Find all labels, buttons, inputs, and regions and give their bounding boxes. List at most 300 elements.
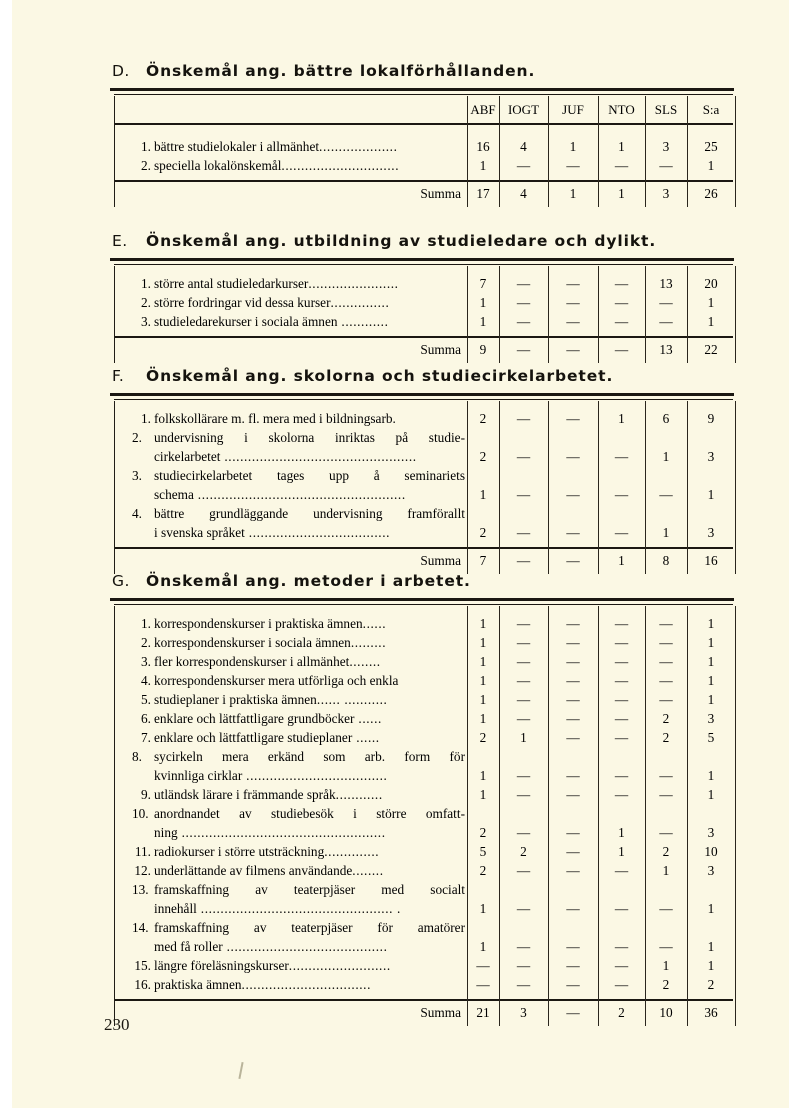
cell-nto: — xyxy=(614,787,629,802)
section-letter: G. xyxy=(112,572,130,590)
cell-abf: 2 xyxy=(479,411,487,426)
column-separator xyxy=(735,606,736,1026)
cell-iogt: — xyxy=(516,711,531,726)
table-d xyxy=(102,88,742,207)
cell-sls: — xyxy=(659,692,673,707)
cell-abf: — xyxy=(476,977,490,992)
cell-juf: — xyxy=(566,276,580,291)
leader-dots: .............................. xyxy=(281,158,400,173)
cell-nto: 1 xyxy=(618,825,625,840)
summa-cell-abf: 21 xyxy=(476,1005,490,1020)
leader-dots: .................... xyxy=(319,139,398,154)
summa-cell-sa: 22 xyxy=(704,342,718,357)
page-number: 230 xyxy=(104,1015,130,1034)
leader-dots: ................................................. . xyxy=(196,901,401,916)
cell-juf: — xyxy=(566,654,580,669)
cell-sa: 9 xyxy=(707,411,715,426)
cell-juf: — xyxy=(566,158,580,173)
row-label-text-cont: kvinnliga cirklar xyxy=(154,768,243,783)
cell-juf: — xyxy=(566,863,580,878)
section-title: Önskemål ang. bättre lokalförhållanden. xyxy=(146,62,536,80)
cell-sls: — xyxy=(659,673,673,688)
cell-abf: 2 xyxy=(479,730,487,745)
leader-dots: ...... xyxy=(362,616,387,631)
cell-nto: — xyxy=(614,158,629,173)
cell-iogt: — xyxy=(516,616,531,631)
leader-dots: ......... xyxy=(350,635,387,650)
cell-juf: — xyxy=(566,295,580,310)
column-separator xyxy=(645,401,646,574)
cell-nto: — xyxy=(614,958,629,973)
summa-cell-juf: 1 xyxy=(569,186,577,201)
leader-dots: .............. xyxy=(324,844,380,859)
cell-sls: 1 xyxy=(662,525,670,540)
leader-dots: .................................................... xyxy=(177,825,386,840)
cell-sa: 3 xyxy=(707,711,715,726)
cell-nto: — xyxy=(614,487,629,502)
row-label xyxy=(114,785,470,804)
cell-juf: — xyxy=(566,844,580,859)
row-label xyxy=(114,804,470,842)
column-separator xyxy=(645,96,646,207)
summa-cell-sa: 36 xyxy=(704,1005,718,1020)
summa-cell-nto: 2 xyxy=(618,1005,625,1020)
column-header-sa: S:a xyxy=(702,102,720,117)
row-label xyxy=(114,156,470,175)
table-top-border xyxy=(110,88,734,91)
column-separator xyxy=(467,606,468,1026)
cell-sa: 3 xyxy=(707,863,715,878)
table-top-border xyxy=(110,258,734,261)
row-label xyxy=(114,956,470,975)
cell-juf: — xyxy=(566,411,580,426)
row-label-text: bättre grundläggande undervisning framförallt xyxy=(154,506,465,521)
row-label xyxy=(114,861,470,880)
cell-sls: — xyxy=(659,635,673,650)
leader-dots: ......................................... xyxy=(222,939,388,954)
row-label-text: anordnandet av studiebesök i större omfatt- xyxy=(154,806,465,821)
section-letter: F. xyxy=(112,367,125,385)
row-label-text: framskaffning av teaterpjäser med socialt xyxy=(154,882,465,897)
column-header-juf: JUF xyxy=(562,102,584,117)
cell-juf: — xyxy=(566,314,580,329)
summa-cell-iogt: — xyxy=(516,342,531,357)
table-top-border-inner xyxy=(114,399,733,400)
row-label-text: enklare och lättfattligare studieplaner xyxy=(154,730,353,745)
cell-juf: 1 xyxy=(569,139,577,154)
header-separator-rule xyxy=(114,123,733,125)
cell-sa: 10 xyxy=(704,844,718,859)
leader-dots: ...... xyxy=(352,730,380,745)
cell-sa: 5 xyxy=(707,730,715,745)
row-label-text-cont: i svenska språket xyxy=(154,525,245,540)
row-label xyxy=(114,652,470,671)
row-index: 16. xyxy=(134,977,151,992)
row-label-text: utländsk lärare i främmande språk xyxy=(154,787,336,802)
cell-sa: 1 xyxy=(707,314,715,329)
cell-abf: 1 xyxy=(479,487,487,502)
summa-cell-sa: 26 xyxy=(704,186,718,201)
cell-abf: 1 xyxy=(479,654,487,669)
table-f xyxy=(102,393,742,574)
summa-label: Summa xyxy=(420,342,461,357)
cell-sa: 1 xyxy=(707,787,715,802)
summa-cell-nto: 1 xyxy=(618,553,625,568)
row-label xyxy=(114,409,470,428)
cell-nto: — xyxy=(614,939,629,954)
cell-abf: 1 xyxy=(479,314,487,329)
cell-sls: 1 xyxy=(662,449,670,464)
cell-iogt: — xyxy=(516,276,531,291)
row-index: 1. xyxy=(141,276,151,291)
cell-abf: 1 xyxy=(479,787,487,802)
summa-cell-nto: 1 xyxy=(618,186,625,201)
section-letter: D. xyxy=(112,62,130,80)
cell-nto: — xyxy=(614,314,629,329)
cell-iogt: — xyxy=(516,158,531,173)
cell-sa: 1 xyxy=(707,654,715,669)
cell-nto: — xyxy=(614,276,629,291)
cell-abf: 1 xyxy=(479,939,487,954)
row-index: 9. xyxy=(141,787,151,802)
column-header-abf: ABF xyxy=(470,102,496,117)
leader-dots: ............... xyxy=(330,295,390,310)
row-label-text: korrespondenskurser i praktiska ämnen xyxy=(154,616,363,631)
table-e xyxy=(102,258,742,363)
cell-nto: — xyxy=(614,692,629,707)
cell-abf: 2 xyxy=(479,825,487,840)
cell-juf: — xyxy=(566,449,580,464)
table-top-border xyxy=(110,598,734,601)
cell-nto: — xyxy=(614,730,629,745)
cell-sa: 20 xyxy=(704,276,718,291)
cell-nto: — xyxy=(614,449,629,464)
cell-sa: 1 xyxy=(707,958,715,973)
row-label-text: större fordringar vid dessa kurser xyxy=(154,295,331,310)
cell-sls: 1 xyxy=(662,958,670,973)
row-label-text: framskaffning av teaterpjäser för amatörer xyxy=(154,920,465,935)
cell-juf: — xyxy=(566,711,580,726)
section-heading-e xyxy=(112,232,656,250)
row-label-text: speciella lokalönskemål xyxy=(154,158,282,173)
row-index: 1. xyxy=(141,139,151,154)
cell-nto: 1 xyxy=(618,844,625,859)
leader-dots: ............ xyxy=(335,787,383,802)
row-label-text-cont: schema xyxy=(154,487,194,502)
cell-nto: — xyxy=(614,977,629,992)
cell-abf: 1 xyxy=(479,158,487,173)
cell-iogt: 2 xyxy=(520,844,527,859)
leader-dots: ..................................................... xyxy=(193,487,406,502)
cell-sa: 1 xyxy=(707,768,715,783)
cell-abf: 1 xyxy=(479,673,487,688)
section-heading-g xyxy=(112,572,471,590)
column-separator xyxy=(598,401,599,574)
cell-iogt: — xyxy=(516,487,531,502)
cell-sa: 1 xyxy=(707,158,715,173)
cell-iogt: — xyxy=(516,939,531,954)
leader-dots: .................................... xyxy=(242,768,388,783)
row-label-text-cont: ning xyxy=(154,825,178,840)
summa-cell-sls: 8 xyxy=(662,553,670,568)
cell-sa: 1 xyxy=(707,487,715,502)
cell-abf: 5 xyxy=(479,844,487,859)
row-label xyxy=(114,709,470,728)
cell-juf: — xyxy=(566,787,580,802)
leader-dots: ....................... xyxy=(308,276,399,291)
cell-sa: 3 xyxy=(707,825,715,840)
table-left-rail xyxy=(114,96,115,207)
row-index: 13. xyxy=(132,882,149,897)
row-index: 2. xyxy=(141,158,151,173)
column-separator xyxy=(598,606,599,1026)
column-separator xyxy=(645,606,646,1026)
cell-sa: 1 xyxy=(707,295,715,310)
column-separator xyxy=(467,401,468,574)
row-label xyxy=(114,975,470,994)
section-letter: E. xyxy=(112,232,128,250)
row-index: 14. xyxy=(132,920,149,935)
cell-sls: — xyxy=(659,295,673,310)
column-separator xyxy=(687,266,688,363)
column-separator xyxy=(645,266,646,363)
cell-juf: — xyxy=(566,730,580,745)
row-index: 12. xyxy=(134,863,151,878)
leader-dots: .......................... xyxy=(288,958,391,973)
section-heading-f xyxy=(112,367,613,385)
row-index: 4. xyxy=(132,506,142,521)
cell-nto: — xyxy=(614,901,629,916)
cell-sls: 1 xyxy=(662,863,670,878)
table-top-border xyxy=(110,393,734,396)
cell-sa: 25 xyxy=(704,139,718,154)
summa-label: Summa xyxy=(420,553,461,568)
column-separator xyxy=(548,606,549,1026)
cell-abf: 2 xyxy=(479,525,487,540)
row-label-text-cont: innehåll xyxy=(154,901,197,916)
row-label-text-cont: med få roller xyxy=(154,939,223,954)
leader-dots: .................................... xyxy=(244,525,391,540)
row-index: 1. xyxy=(141,411,151,426)
summa-cell-sa: 16 xyxy=(704,553,718,568)
cell-abf: 1 xyxy=(479,692,487,707)
row-label xyxy=(114,614,470,633)
cell-iogt: — xyxy=(516,787,531,802)
cell-abf: 7 xyxy=(479,276,487,291)
row-index: 4. xyxy=(141,673,151,688)
row-label xyxy=(114,312,470,331)
row-label-text: enklare och lättfattligare grundböcker xyxy=(154,711,355,726)
cell-sa: 3 xyxy=(707,449,715,464)
row-label xyxy=(114,293,470,312)
column-separator xyxy=(735,266,736,363)
cell-sls: — xyxy=(659,654,673,669)
row-index: 6. xyxy=(141,711,151,726)
cell-juf: — xyxy=(566,825,580,840)
row-label-text: bättre studielokaler i allmänhet xyxy=(154,139,320,154)
cell-iogt: — xyxy=(516,295,531,310)
row-label-text-cont: cirkelarbetet xyxy=(154,449,221,464)
cell-sa: 2 xyxy=(707,977,715,992)
column-separator xyxy=(687,401,688,574)
cell-sa: 1 xyxy=(707,616,715,631)
cell-abf: — xyxy=(476,958,490,973)
cell-juf: — xyxy=(566,692,580,707)
row-index: 2. xyxy=(141,295,151,310)
cell-sls: — xyxy=(659,939,673,954)
cell-iogt: — xyxy=(516,863,531,878)
summa-cell-abf: 9 xyxy=(479,342,487,357)
cell-sls: — xyxy=(659,616,673,631)
cell-nto: — xyxy=(614,295,629,310)
cell-juf: — xyxy=(566,616,580,631)
cell-juf: — xyxy=(566,525,580,540)
cell-sls: — xyxy=(659,314,673,329)
leader-dots: ............ xyxy=(337,314,389,329)
cell-sls: — xyxy=(659,768,673,783)
cell-abf: 1 xyxy=(479,295,487,310)
cell-juf: — xyxy=(566,673,580,688)
column-separator xyxy=(499,401,500,574)
cell-nto: — xyxy=(614,768,629,783)
column-separator xyxy=(687,606,688,1026)
cell-nto: — xyxy=(614,863,629,878)
row-label-text: större antal studieledarkurser xyxy=(154,276,309,291)
row-index: 5. xyxy=(141,692,151,707)
row-label xyxy=(114,747,470,785)
summa-cell-sls: 13 xyxy=(659,342,673,357)
cell-juf: — xyxy=(566,487,580,502)
column-separator xyxy=(735,401,736,574)
row-index: 11. xyxy=(134,844,151,859)
row-index: 10. xyxy=(132,806,149,821)
column-separator xyxy=(687,96,688,207)
table-left-rail xyxy=(114,606,115,1026)
summa-separator-rule xyxy=(114,999,733,1001)
row-index: 2. xyxy=(141,635,151,650)
cell-juf: — xyxy=(566,939,580,954)
cell-sa: 1 xyxy=(707,901,715,916)
cell-juf: — xyxy=(566,635,580,650)
cell-iogt: — xyxy=(516,635,531,650)
cell-abf: 2 xyxy=(479,449,487,464)
row-label xyxy=(114,880,470,918)
summa-label: Summa xyxy=(420,186,461,201)
summa-separator-rule xyxy=(114,547,733,549)
leader-dots: ...... xyxy=(354,711,382,726)
row-label xyxy=(114,918,470,956)
column-separator xyxy=(548,96,549,207)
row-index: 7. xyxy=(141,730,151,745)
row-index: 1. xyxy=(141,616,151,631)
cell-sls: — xyxy=(659,158,673,173)
summa-cell-juf: — xyxy=(566,1005,580,1020)
leader-dots: ................................. xyxy=(241,977,372,992)
cell-sa: 1 xyxy=(707,635,715,650)
row-label xyxy=(114,428,470,466)
cell-abf: 2 xyxy=(479,863,487,878)
cell-sls: 2 xyxy=(662,844,670,859)
row-label xyxy=(114,728,470,747)
row-label-text: studiecirkelarbetet tages upp å seminariets xyxy=(154,468,465,483)
cell-abf: 1 xyxy=(479,768,487,783)
cell-iogt: — xyxy=(516,314,531,329)
cell-nto: — xyxy=(614,711,629,726)
row-label-text: radiokurser i större utsträckning xyxy=(154,844,325,859)
summa-separator-rule xyxy=(114,336,733,338)
cell-iogt: — xyxy=(516,673,531,688)
cell-iogt: 4 xyxy=(520,139,527,154)
column-header-sls: SLS xyxy=(654,102,678,117)
cell-sls: 3 xyxy=(662,139,670,154)
scanned-page xyxy=(12,0,789,1108)
row-label xyxy=(114,842,470,861)
summa-cell-juf: — xyxy=(566,553,580,568)
cell-iogt: — xyxy=(516,768,531,783)
scan-artifact-mark xyxy=(238,1062,243,1079)
cell-iogt: — xyxy=(516,958,531,973)
cell-nto: — xyxy=(614,654,629,669)
cell-sls: 2 xyxy=(662,730,670,745)
cell-juf: — xyxy=(566,901,580,916)
row-label xyxy=(114,690,470,709)
column-separator xyxy=(499,96,500,207)
cell-iogt: — xyxy=(516,692,531,707)
cell-sls: — xyxy=(659,901,673,916)
cell-sls: — xyxy=(659,787,673,802)
summa-cell-iogt: 3 xyxy=(520,1005,527,1020)
summa-cell-sls: 3 xyxy=(662,186,670,201)
column-separator xyxy=(467,266,468,363)
cell-abf: 1 xyxy=(479,711,487,726)
cell-sls: 2 xyxy=(662,977,670,992)
column-separator xyxy=(735,96,736,207)
leader-dots: ........ xyxy=(349,654,381,669)
cell-iogt: — xyxy=(516,411,531,426)
cell-iogt: — xyxy=(516,654,531,669)
section-title: Önskemål ang. skolorna och studiecirkelarbetet. xyxy=(146,367,614,385)
cell-iogt: — xyxy=(516,825,531,840)
section-title: Önskemål ang. metoder i arbetet. xyxy=(146,572,471,590)
table-top-border-inner xyxy=(114,264,733,265)
row-label-text: folkskollärare m. fl. mera med i bildningsarb. xyxy=(154,411,396,426)
column-separator xyxy=(548,266,549,363)
row-label-text: praktiska ämnen xyxy=(154,977,242,992)
table-left-rail xyxy=(114,266,115,363)
column-separator xyxy=(598,266,599,363)
cell-sa: 1 xyxy=(707,692,715,707)
leader-dots: ...... ........... xyxy=(316,692,388,707)
row-label xyxy=(114,274,470,293)
row-label-text: underlättande av filmens användande xyxy=(154,863,353,878)
cell-abf: 16 xyxy=(476,139,490,154)
column-separator xyxy=(499,606,500,1026)
cell-iogt: 1 xyxy=(520,730,527,745)
column-separator xyxy=(598,96,599,207)
table-g xyxy=(102,598,742,1026)
cell-nto: 1 xyxy=(618,139,625,154)
summa-cell-iogt: — xyxy=(516,553,531,568)
column-header-iogt: IOGT xyxy=(507,102,540,117)
cell-nto: — xyxy=(614,525,629,540)
cell-abf: 1 xyxy=(479,901,487,916)
column-separator xyxy=(467,96,468,207)
cell-sls: — xyxy=(659,825,673,840)
row-label-text: undervisning i skolorna inriktas på studie- xyxy=(154,430,465,445)
column-separator xyxy=(499,266,500,363)
cell-nto: — xyxy=(614,616,629,631)
cell-sls: 2 xyxy=(662,711,670,726)
